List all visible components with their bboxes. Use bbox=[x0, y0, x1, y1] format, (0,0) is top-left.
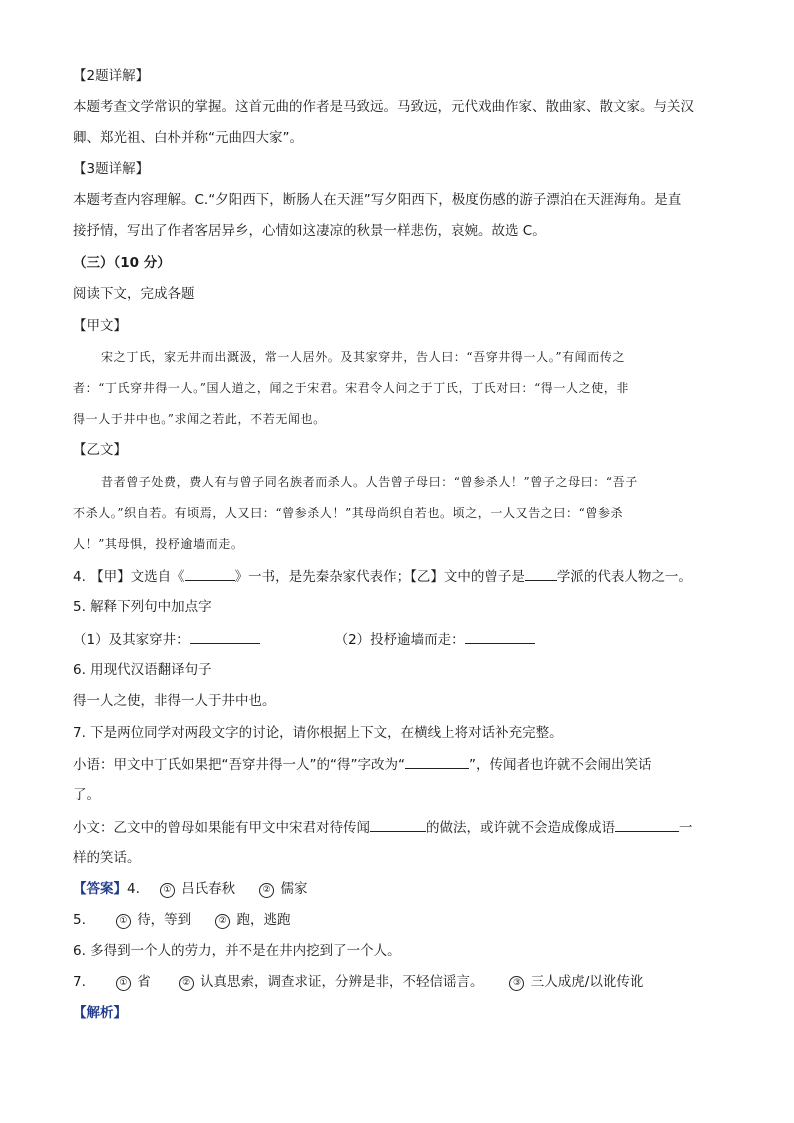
question-5-items bbox=[73, 629, 535, 650]
answer-6: 6. 多得到一个人的劳力，并不是在井内挖到了一个人。 bbox=[73, 943, 401, 959]
question-6: 6. 用现代汉语翻译句子 bbox=[73, 662, 212, 678]
answer-7 bbox=[73, 972, 643, 992]
q7-xiaowen-text-b: 的做法，或许就不会造成像成语 bbox=[426, 820, 615, 836]
circled-2-icon: ② bbox=[259, 883, 274, 898]
circled-1-icon: ① bbox=[160, 883, 175, 898]
q7-xiaoyu-text-b: ”，传闻者也许就不会闹出笑话 bbox=[468, 757, 652, 773]
question-7-xiaowen-end: 样的笑话。 bbox=[73, 850, 141, 866]
circled-3-icon: ③ bbox=[509, 976, 524, 991]
section-instruction: 阅读下文，完成各题 bbox=[73, 286, 195, 302]
q3-heading: 【3题详解】 bbox=[73, 161, 150, 177]
question-5: 5. 解释下列句中加点字 bbox=[73, 599, 212, 615]
a7-answer-2: 认真思索，调查求证，分辨是非，不轻信谣言。 bbox=[199, 974, 484, 990]
yi-text-line3: 人！”其母惧，投杼逾墙而走。 bbox=[73, 537, 244, 551]
q7-xiaoyu-text-a: 小语：甲文中丁氏如果把“吾穿井得一人”的“得”字改为“ bbox=[73, 757, 405, 773]
jia-text-line3: 得一人于井中也。”求闻之若此，不若无闻也。 bbox=[73, 412, 326, 426]
yi-text-line1: 昔者曾子处费，费人有与曾子同名族者而杀人。人告曾子母曰：“曾参杀人！”曾子之母曰：“吾子 bbox=[101, 475, 638, 489]
q3-explanation-line1: 本题考查内容理解。C.“夕阳西下，断肠人在天涯”写夕阳西下，极度伤感的游子漂泊在天涯海角。是直 bbox=[73, 192, 682, 208]
circled-1-icon: ① bbox=[116, 976, 131, 991]
answer-5 bbox=[73, 910, 290, 930]
question-7-xiaoyu bbox=[73, 754, 651, 775]
circled-2-icon: ② bbox=[179, 976, 194, 991]
yi-text-line2: 不杀人。”织自若。有顷焉，人又曰：“曾参杀人！”其母尚织自若也。顷之，一人又告之曰：“曾参杀 bbox=[73, 506, 624, 520]
a7-number: 7. bbox=[73, 974, 86, 990]
a5-answer-1: 待，等到 bbox=[137, 912, 192, 928]
q7-xiaowen-text-a: 小文：乙文中的曾母如果能有甲文中宋君对待传闻 bbox=[73, 820, 370, 836]
q2-heading: 【2题详解】 bbox=[73, 68, 150, 84]
a5-number: 5. bbox=[73, 912, 86, 928]
circled-1-icon: ① bbox=[116, 914, 131, 929]
question-7: 7. 下是两位同学对两段文字的讨论，请你根据上下文，在横线上将对话补充完整。 bbox=[73, 725, 563, 741]
a4-answer-1: 吕氏春秋 bbox=[181, 881, 236, 897]
jia-text-line2: 者：“丁氏穿井得一人。”国人道之，闻之于宋君。宋君令人问之于丁氏，丁氏对曰：“得一人之使，非 bbox=[73, 381, 630, 395]
circled-2-icon: ② bbox=[215, 914, 230, 929]
a5-answer-2: 跑，逃跑 bbox=[236, 912, 291, 928]
q7-xiaoyu-blank[interactable] bbox=[405, 754, 469, 769]
q2-explanation-line2: 卿、郑光祖、白朴并称“元曲四大家”。 bbox=[73, 130, 303, 146]
q5-item2-blank[interactable] bbox=[465, 629, 535, 644]
a4-answer-2: 儒家 bbox=[280, 881, 308, 897]
q2-explanation-line1: 本题考查文学常识的掌握。这首元曲的作者是马致远。马致远，元代戏曲作家、散曲家、散文家。与关汉 bbox=[73, 99, 694, 115]
analysis-label: 【解析】 bbox=[73, 1005, 127, 1021]
q4-text-a: 4. 【甲】文选自《 bbox=[73, 569, 185, 585]
section-title: （三）（10 分） bbox=[73, 255, 171, 271]
jia-text-line1: 宋之丁氏，家无井而出溉汲，常一人居外。及其家穿井，告人曰：“吾穿井得一人。”有闻而传之 bbox=[101, 350, 626, 364]
q4-text-c: 学派的代表人物之一。 bbox=[556, 569, 692, 585]
answer-4 bbox=[73, 879, 307, 899]
question-7-xiaoyu-end: 了。 bbox=[73, 787, 100, 803]
q4-text-b: 》一书，是先秦杂家代表作；【乙】文中的曾子是 bbox=[234, 569, 525, 585]
q7-xiaowen-text-c: 一 bbox=[679, 820, 693, 836]
q4-blank-school[interactable] bbox=[525, 566, 557, 581]
question-4 bbox=[73, 566, 692, 587]
q3-explanation-line2: 接抒情，写出了作者客居异乡，心情如这凄凉的秋景一样悲伤，哀婉。故选 C。 bbox=[73, 223, 546, 239]
q4-blank-book[interactable] bbox=[185, 566, 235, 581]
q5-item1-blank[interactable] bbox=[190, 629, 260, 644]
q7-xiaowen-blank-idiom[interactable] bbox=[615, 817, 679, 832]
q5-item2-text: （2）投杼逾墙而走： bbox=[334, 632, 465, 648]
answer-label: 【答案】 bbox=[73, 881, 127, 897]
a4-number: 4. bbox=[127, 881, 140, 897]
question-6-sentence: 得一人之使，非得一人于井中也。 bbox=[73, 693, 276, 709]
a7-answer-1: 省 bbox=[137, 974, 151, 990]
yi-label: 【乙文】 bbox=[73, 442, 127, 458]
q5-item1-text: （1）及其家穿井： bbox=[73, 632, 190, 648]
q7-xiaowen-blank-method[interactable] bbox=[370, 817, 426, 832]
question-7-xiaowen bbox=[73, 817, 693, 838]
jia-label: 【甲文】 bbox=[73, 318, 127, 334]
a7-answer-3: 三人成虎/以讹传讹 bbox=[530, 974, 644, 990]
